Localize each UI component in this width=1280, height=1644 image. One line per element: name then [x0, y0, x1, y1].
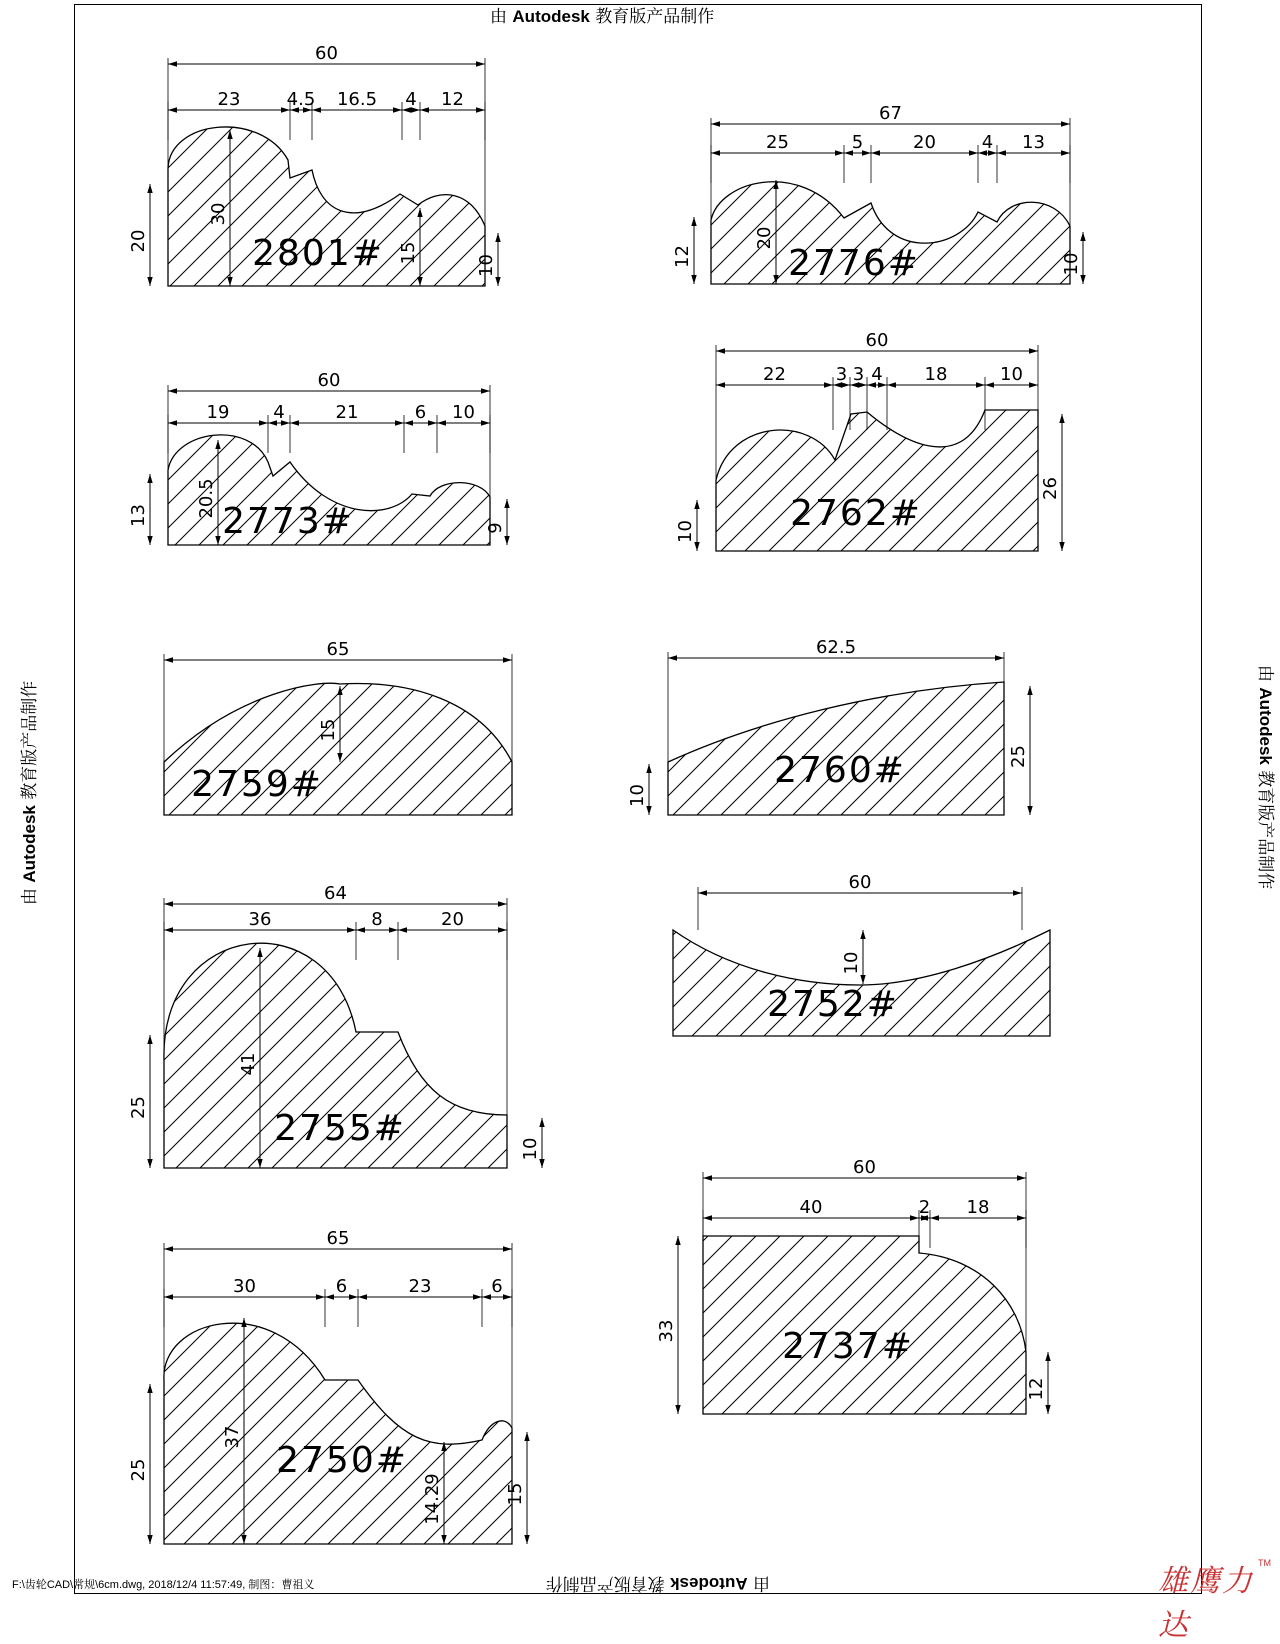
dimension-label: 20 — [441, 909, 464, 930]
dimension-label: 9 — [485, 522, 506, 534]
dimension-label: 65 — [326, 639, 350, 660]
watermark-suffix: 教育版产品制作 — [20, 680, 40, 800]
dimension-label: 6 — [414, 402, 427, 423]
dimension-label: 13 — [128, 504, 149, 527]
watermark-suffix: 教育版产品制作 — [545, 1573, 665, 1593]
dimension-label: 10 — [1000, 364, 1023, 385]
dimension-label: 23 — [217, 89, 241, 110]
dimension-label: 4 — [273, 402, 285, 423]
profile-id-label: 2737# — [782, 1326, 914, 1367]
dimension-label: 15 — [318, 718, 339, 742]
profile-id-label: 2755# — [274, 1108, 406, 1149]
dimension-label: 20 — [128, 229, 149, 253]
dimension-label: 25 — [1008, 745, 1029, 768]
dimension-label: 25 — [128, 1458, 149, 1482]
dimension-label: 14.29 — [422, 1473, 443, 1525]
dimension-label: 67 — [879, 103, 902, 124]
dimension-label: 60 — [865, 330, 889, 351]
watermark-brand: Autodesk — [1256, 687, 1275, 765]
profile-shapes — [164, 127, 1070, 1544]
dimension-label: 19 — [206, 402, 230, 423]
dimension-label: 30 — [233, 1276, 256, 1297]
dimension-label: 60 — [853, 1157, 876, 1178]
watermark-prefix: 由 — [490, 7, 507, 27]
dimension-label: 20 — [754, 226, 775, 250]
profile-id-label: 2760# — [774, 750, 906, 791]
dimension-label: 20.5 — [196, 478, 217, 519]
watermark-prefix: 由 — [753, 1573, 770, 1593]
dimension-label: 60 — [848, 872, 872, 893]
watermark-brand: Autodesk — [670, 1574, 748, 1593]
dimension-label: 4 — [871, 364, 883, 385]
logo-text: 雄鹰力达 — [1158, 1564, 1254, 1643]
dimension-label: 25 — [128, 1096, 149, 1119]
profile-id-label: 2750# — [276, 1440, 408, 1481]
dimension-label: 21 — [335, 402, 359, 423]
dimension-label: 33 — [656, 1319, 677, 1343]
dimension-label: 30 — [208, 202, 229, 226]
dimension-label: 15 — [505, 1482, 526, 1506]
dimension-label: 62.5 — [815, 637, 857, 658]
dimension-label: 40 — [799, 1197, 823, 1218]
dimension-label: 12 — [672, 245, 693, 268]
profile-id-label: 2773# — [222, 501, 354, 542]
dimension-label: 23 — [408, 1276, 432, 1297]
dimension-label: 60 — [315, 43, 338, 64]
dimension-label: 10 — [627, 784, 648, 807]
dimension-label: 4 — [405, 89, 417, 110]
watermark-suffix: 教育版产品制作 — [1255, 770, 1275, 890]
dimension-label: 10 — [675, 520, 696, 543]
dimension-label: 25 — [766, 132, 789, 153]
dimension-label: 4.5 — [286, 89, 316, 110]
dimension-label: 10 — [1061, 252, 1082, 276]
dimension-label: 37 — [222, 1425, 243, 1449]
dimension-label: 13 — [1022, 132, 1045, 153]
dimension-label: 18 — [966, 1197, 990, 1218]
dimension-label: 6 — [491, 1276, 503, 1297]
dimension-label: 41 — [238, 1052, 259, 1076]
profile-id-label: 2801# — [252, 233, 384, 274]
profile-id-label: 2752# — [767, 984, 899, 1025]
watermark-brand: Autodesk — [20, 805, 39, 883]
dimension-label: 16.5 — [336, 89, 378, 110]
watermark-prefix: 由 — [1255, 665, 1275, 682]
watermark-brand: Autodesk — [512, 7, 590, 26]
logo-tm: TM — [1258, 1558, 1271, 1568]
dimension-label: 12 — [1026, 1377, 1047, 1401]
profile-2737 — [703, 1236, 1026, 1414]
dimension-label: 26 — [1040, 477, 1061, 500]
dimension-label: 4 — [981, 132, 994, 153]
file-path-footer: F:\齿轮CAD\常规\6cm.dwg, 2018/12/4 11:57:49, 制图：曹祖义 — [12, 1579, 315, 1591]
dimension-label: 10 — [476, 254, 497, 277]
dimension-label: 6 — [335, 1276, 348, 1297]
dimension-label: 10 — [520, 1137, 541, 1161]
dimension-label: 20 — [913, 132, 936, 153]
profile-id-label: 2776# — [788, 243, 920, 284]
watermark-prefix: 由 — [20, 888, 40, 905]
dimension-label: 5 — [851, 132, 864, 153]
dimension-label: 12 — [441, 89, 464, 110]
dimension-label: 10 — [452, 402, 475, 423]
dimension-label: 18 — [924, 364, 948, 385]
brand-logo — [1158, 1556, 1271, 1643]
dimension-label: 8 — [371, 909, 383, 930]
profile-2760 — [668, 682, 1004, 815]
dimension-label: 65 — [326, 1228, 350, 1249]
dimension-label: 10 — [841, 951, 862, 975]
dimension-label: 2 — [918, 1197, 931, 1218]
dimension-label: 60 — [317, 370, 341, 391]
dimension-label: 36 — [248, 909, 272, 930]
profile-id-label: 2762# — [790, 493, 922, 534]
profile-id-label: 2759# — [191, 764, 323, 805]
dimension-label: 64 — [324, 883, 347, 904]
profile-2750 — [164, 1323, 512, 1544]
dimension-label: 15 — [398, 241, 419, 265]
dimension-label: 22 — [763, 364, 786, 385]
dimension-label: 3 — [852, 364, 865, 385]
dimension-label: 3 — [835, 364, 848, 385]
watermark-suffix: 教育版产品制作 — [595, 7, 715, 27]
